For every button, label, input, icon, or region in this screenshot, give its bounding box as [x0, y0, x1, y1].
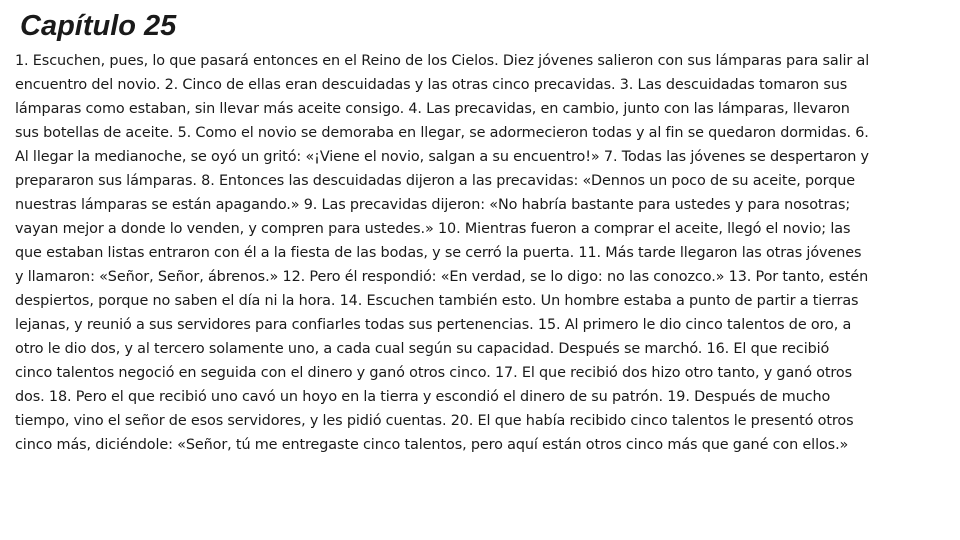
scripture-text: 1. Escuchen, pues, lo que pasará entonces en el Reino de los Cielos. Diez jóvenes salieron con sus lámparas para salir al encuentro del novio. 2. Cinco de ellas eran descuidadas y las otras cinco precavidas. 3. Las descuidadas tomaron sus lámparas como estaban, sin llevar más aceite consigo. 4. Las precavidas, en cambio, junto con las lámparas, llevaron sus botellas de aceite. 5. Como el novio se demoraba en llegar, se adormecieron todas y al fin se quedaron dormidas. 6. Al llegar la medianoche, se oyó un gritó: «¡Viene el novio, salgan a su encuentro!» 7. Todas las jóvenes se despertaron y prepararon sus lámparas. 8. Entonces las descuidadas dijeron a las precavidas: «Dennos un poco de su aceite, porque nuestras lámparas se están apagando.» 9. Las precavidas dijeron: «No habría bastante para ustedes y para nosotras; vayan mejor a donde lo venden, y compren para ustedes.» 10. Mientras fueron a comprar el aceite, llegó el novio; las que estaban listas entraron con él a la fiesta de las bodas, y se cerró la puerta. 11. Más tarde llegaron las otras jóvenes y llamaron: «Señor, Señor, ábrenos.» 12. Pero él respondió: «En verdad, se lo digo: no las conozco.» 13. Por tanto, estén despiertos, porque no saben el día ni la hora. 14. Escuchen también esto. Un hombre estaba a punto de partir a tierras lejanas, y reunió a sus servidores para confiarles todas sus pertenencias. 15. Al primero le dio cinco talentos de oro, a otro le dio dos, y al tercero solamente uno, a cada cual según su capacidad. Después se marchó. 16. El que recibió cinco talentos negoció en seguida con el dinero y ganó otros cinco. 17. El que recibió dos hizo otro tanto, y ganó otros dos. 18. Pero el que recibió uno cavó un hoyo en la tierra y escondió el dinero de su patrón. 19. Después de mucho tiempo, vino el señor de esos servidores, y les pidió cuentas. 20. El que había recibido cinco talentos le presentó otros cinco más, diciéndole: «Señor, tú me entregaste cinco talentos, pero aquí están otros cinco más que gané con ellos.»	[15, 53, 870, 453]
chapter-title: Capítulo 25	[20, 10, 177, 42]
